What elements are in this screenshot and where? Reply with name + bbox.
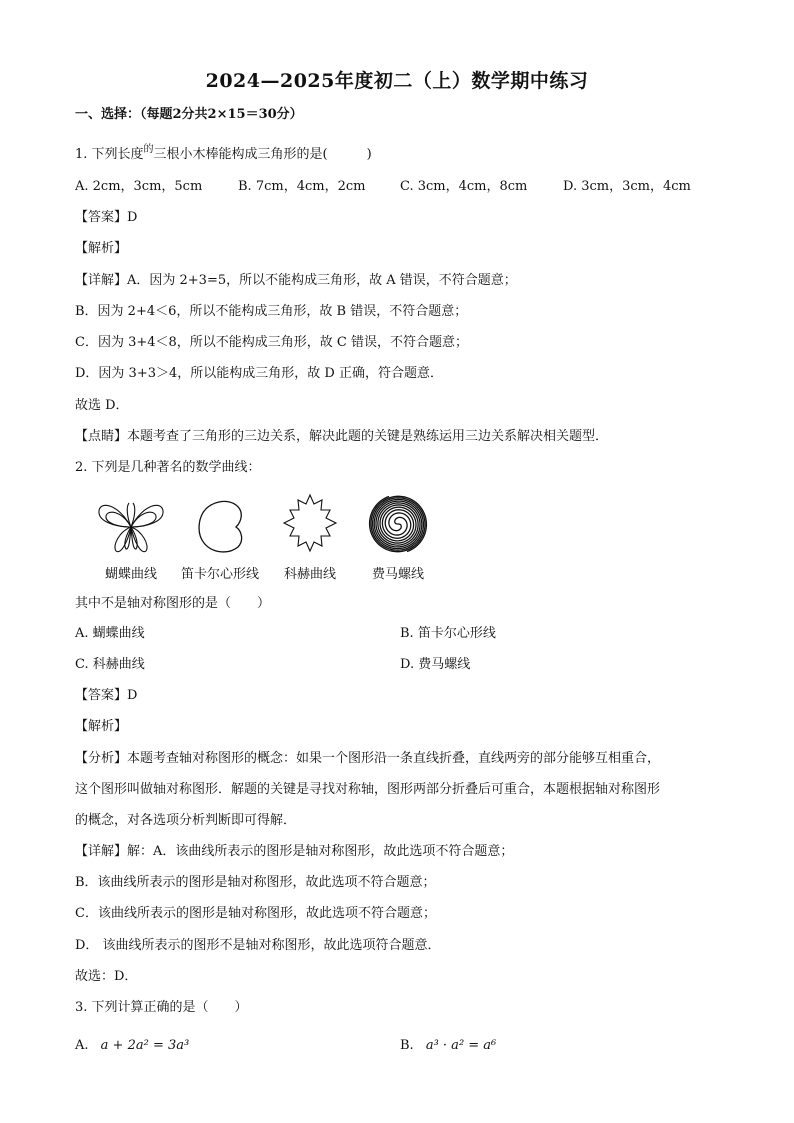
q1-detail-line: D．因为 3+3＞4，所以能构成三角形，故 D 正确，符合题意． <box>75 366 443 381</box>
q2-detail-line: 这个图形叫做轴对称图形．解题的关键是寻找对称轴，图形两部分折叠后可重合，本题根据轴对称图形 <box>75 782 661 797</box>
q3-option-b <box>400 1036 496 1056</box>
figure-caption-cardioid: 笛卡尔心形线 <box>180 567 259 582</box>
q3-option-b-expr: a³ · a² = a⁶ <box>425 1038 497 1053</box>
q1-detail-line: B．因为 2+4＜6，所以不能构成三角形，故 B 错误，不符合题意； <box>75 304 468 319</box>
q2-detail-line: B．该曲线所表示的图形是轴对称图形，故此选项不符合题意； <box>75 875 436 890</box>
q2-option-d: D. 费马螺线 <box>400 657 471 672</box>
q1-option-a: A. 2cm，3cm，5cm <box>75 179 203 194</box>
q2-option-a: A. 蝴蝶曲线 <box>75 626 145 641</box>
q1-stem <box>75 145 372 166</box>
fermat-spiral-figure <box>366 492 430 556</box>
q2-detail-line: 的概念，对各选项分析判断即可得解． <box>75 813 297 828</box>
q2-detail-line: D． 该曲线所表示的图形不是轴对称图形，故此选项符合题意． <box>75 938 441 953</box>
q1-detail-line: 【详解】A．因为 2+3=5，所以不能构成三角形，故 A 错误，不符合题意； <box>75 273 517 288</box>
q1-jiexi: 【解析】 <box>75 241 128 256</box>
q1-stem-part-a: 1. 下列长度 <box>75 147 144 162</box>
q1-option-d: D. 3cm，3cm，4cm <box>563 179 691 194</box>
q3-option-a-expr: a + 2a² = 3a³ <box>100 1038 190 1053</box>
q2-detail-line: 【分析】本题考查轴对称图形的概念：如果一个图形沿一条直线折叠，直线两旁的部分能够互相重合， <box>75 751 661 766</box>
q3-option-b-label: B. <box>400 1038 414 1053</box>
q2-detail-line: 【详解】解：A．该曲线所表示的图形是轴对称图形，故此选项不符合题意； <box>75 844 514 859</box>
q2-detail-line: 故选：D． <box>75 969 138 984</box>
q1-option-c: C. 3cm，4cm，8cm <box>400 179 528 194</box>
q2-jiexi: 【解析】 <box>75 719 128 734</box>
q2-stem: 2. 下列是几种著名的数学曲线： <box>75 460 261 475</box>
q3-option-a <box>75 1036 189 1056</box>
q1-pointer-line: 【点睛】本题考查了三角形的三边关系，解决此题的关键是熟练运用三边关系解决相关题型． <box>75 429 609 444</box>
figure-caption-butterfly: 蝴蝶曲线 <box>104 567 157 582</box>
q2-detail-line: C．该曲线所表示的图形是轴对称图形，故此选项不符合题意； <box>75 906 436 921</box>
section-heading: 一、选择：（每题2分共2×15＝30分） <box>75 107 303 122</box>
q1-stem-de: 的 <box>143 144 154 155</box>
figure-caption-fermat: 费马螺线 <box>371 567 424 582</box>
q2-answer: 【答案】D <box>75 688 138 703</box>
q1-option-b: B. 7cm，4cm，2cm <box>238 179 366 194</box>
q2-option-c: C. 科赫曲线 <box>75 657 145 672</box>
q2-option-b: B. 笛卡尔心形线 <box>400 626 496 641</box>
q1-answer: 【答案】D <box>75 210 138 225</box>
figure-caption-koch: 科赫曲线 <box>283 567 336 582</box>
butterfly-curve-figure <box>96 497 166 555</box>
q3-option-a-label: A. <box>75 1038 89 1053</box>
cardioid-figure <box>194 499 246 555</box>
q1-detail-line: 故选 D． <box>75 398 129 413</box>
koch-snowflake-figure <box>278 491 342 555</box>
q1-detail-line: C．因为 3+4＜8，所以不能构成三角形，故 C 错误，不符合题意； <box>75 335 468 350</box>
q2-question: 其中不是轴对称图形的是（ ） <box>75 596 271 611</box>
q3-stem: 3. 下列计算正确的是（ ） <box>75 1000 248 1015</box>
q1-stem-part-b: 三根小木棒能构成三角形的是( ) <box>153 147 372 162</box>
page-title: 2024—2025年度初二（上）数学期中练习 <box>205 70 589 92</box>
